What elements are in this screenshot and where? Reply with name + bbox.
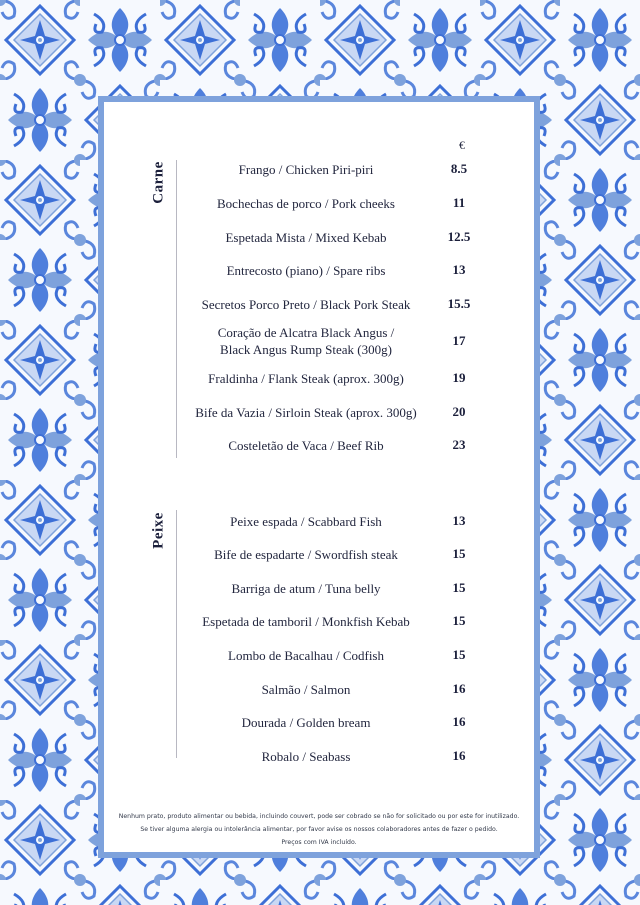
legal-notes bbox=[104, 810, 534, 849]
menu-item-name: Bife de espadarte / Swordfish steak bbox=[214, 546, 398, 562]
note-line: Nenhum prato, produto alimentar ou bebida, incluindo couvert, pode ser cobrado se não for solicitado ou por este for inutilizado. bbox=[118, 813, 520, 820]
menu-item-price: 8.5 bbox=[450, 161, 468, 176]
menu-item-price: 13 bbox=[452, 513, 466, 528]
menu-item-row bbox=[178, 546, 494, 563]
menu-item-row bbox=[178, 714, 494, 731]
menu-item-price: 13 bbox=[452, 262, 466, 277]
section-label-peixe: Peixe bbox=[150, 512, 167, 549]
menu-item-name: Costeletão de Vaca / Beef Rib bbox=[228, 437, 384, 453]
menu-item-name: Bife da Vazia / Sirloin Steak (aprox. 300g) bbox=[195, 404, 417, 420]
menu-item-name: Salmão / Salmon bbox=[261, 681, 351, 697]
menu-item-name: Lombo de Bacalhau / Codfish bbox=[228, 647, 384, 663]
menu-item-row bbox=[178, 324, 494, 358]
menu-item-name: Robalo / Seabass bbox=[261, 748, 351, 764]
menu-item-row bbox=[178, 681, 494, 698]
menu-item-price: 20 bbox=[452, 404, 466, 419]
menu-item-row bbox=[178, 404, 494, 421]
menu-item-name: Bochechas de porco / Pork cheeks bbox=[217, 195, 395, 211]
menu-item-name: Entrecosto (piano) / Spare ribs bbox=[226, 262, 386, 278]
menu-item-name: Coração de Alcatra Black Angus / Black Angus Rump Steak (300g) bbox=[217, 325, 395, 357]
menu-item-price: 15 bbox=[452, 580, 466, 595]
note-line: Se tiver alguma alergia ou intolerância alimentar, por favor avise os nossos colaboradores antes de fazer o pedido. bbox=[140, 826, 498, 833]
menu-item-price: 23 bbox=[452, 437, 466, 452]
menu-item-price: 12.5 bbox=[447, 229, 471, 244]
menu-item-name: Espetada de tamboril / Monkfish Kebab bbox=[202, 613, 410, 629]
menu-item-price: 16 bbox=[452, 681, 466, 696]
menu-item-row bbox=[178, 262, 494, 279]
menu-item-row bbox=[178, 513, 494, 530]
menu-item-price: 15 bbox=[452, 546, 466, 561]
menu-item-price: 16 bbox=[452, 714, 466, 729]
menu-item-price: 15.5 bbox=[447, 296, 471, 311]
menu-item-price: 15 bbox=[452, 613, 466, 628]
menu-item-name: Peixe espada / Scabbard Fish bbox=[230, 513, 382, 529]
menu-item-row bbox=[178, 437, 494, 454]
menu-item-price: 15 bbox=[452, 647, 466, 662]
section-divider-peixe bbox=[176, 510, 177, 758]
menu-item-price: 19 bbox=[452, 370, 466, 385]
section-label-carne: Carne bbox=[150, 161, 167, 204]
currency-header: € bbox=[459, 138, 465, 152]
section-divider-carne bbox=[176, 160, 177, 458]
menu-item-row bbox=[178, 580, 494, 597]
menu-item-name: Dourada / Golden bream bbox=[241, 714, 371, 730]
menu-item-row bbox=[178, 647, 494, 664]
menu-item-row bbox=[178, 613, 494, 630]
menu-item-name: Barriga de atum / Tuna belly bbox=[231, 580, 381, 596]
menu-item-price: 16 bbox=[452, 748, 466, 763]
menu-item-price: 17 bbox=[452, 333, 466, 348]
menu-item-row bbox=[178, 195, 494, 212]
menu-item-row bbox=[178, 748, 494, 765]
menu-item-name: Secretos Porco Preto / Black Pork Steak bbox=[201, 296, 411, 312]
menu-item-name: Frango / Chicken Piri-piri bbox=[238, 161, 374, 177]
note-line: Preços com IVA incluído. bbox=[281, 839, 357, 846]
menu-item-price: 11 bbox=[452, 195, 466, 210]
menu-item-row bbox=[178, 161, 494, 178]
menu-item-row bbox=[178, 229, 494, 246]
menu-item-row bbox=[178, 370, 494, 387]
menu-item-name: Fraldinha / Flank Steak (aprox. 300g) bbox=[208, 370, 404, 386]
menu-item-name: Espetada Mista / Mixed Kebab bbox=[225, 229, 387, 245]
menu-item-row bbox=[178, 296, 494, 313]
menu-card bbox=[98, 96, 540, 858]
